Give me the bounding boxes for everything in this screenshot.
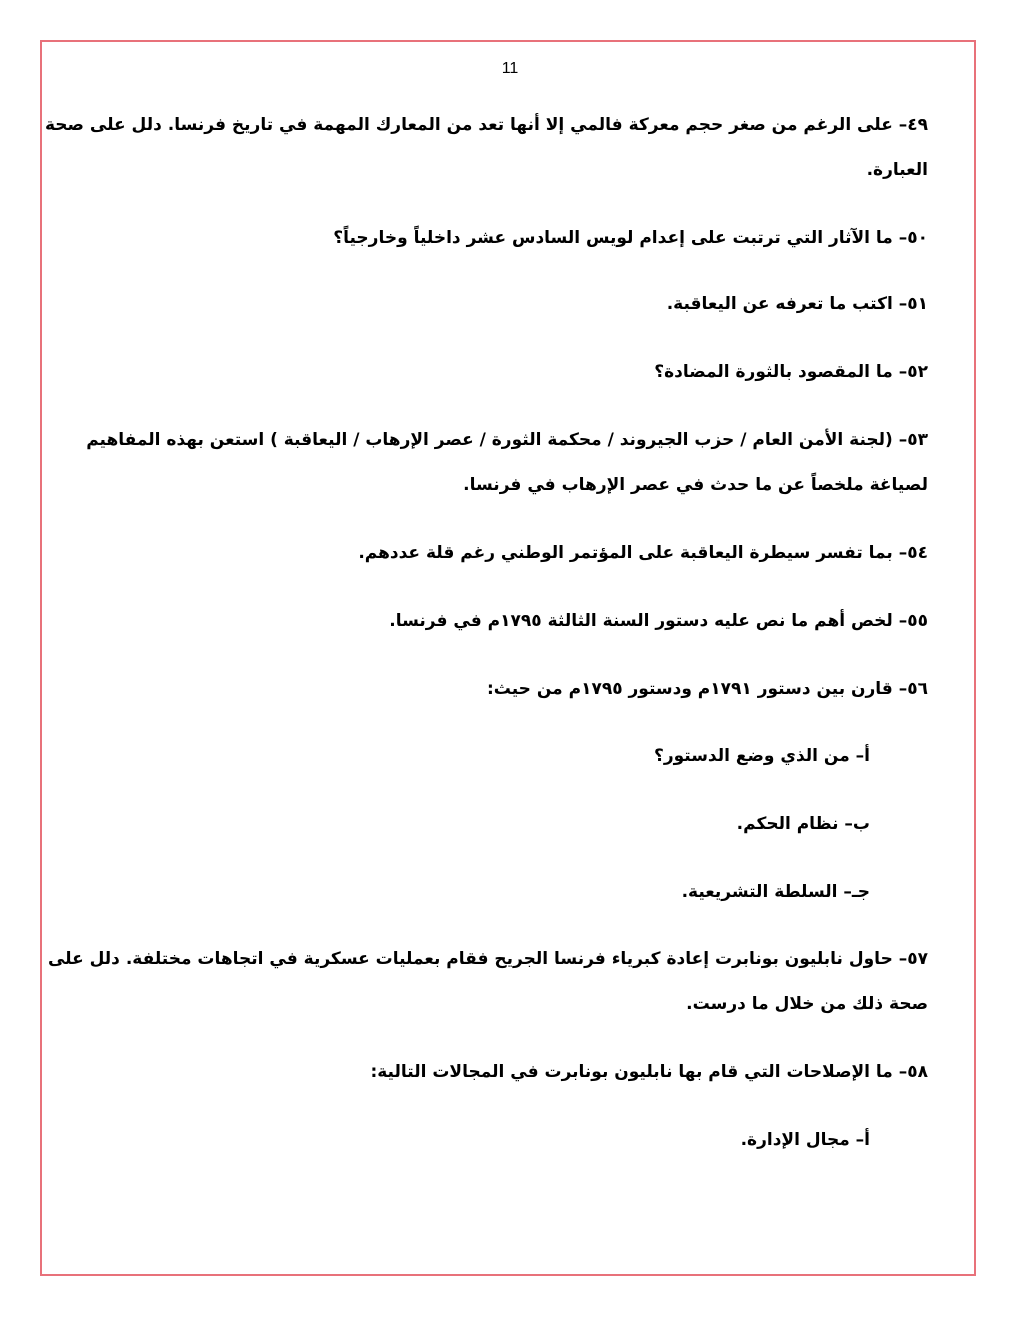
question-51-line-1: ٥١– اكتب ما تعرفه عن اليعاقبة. [666,294,928,314]
question-52-line-1: ٥٢– ما المقصود بالثورة المضادة؟ [654,362,928,382]
question-58-sub-a: أ– مجال الإدارة. [740,1130,870,1150]
question-56-sub-b: ب– نظام الحكم. [736,814,870,834]
question-57-line-1: ٥٧– حاول نابليون بونابرت إعادة كبرياء فرنسا الجريح فقام بعمليات عسكرية في اتجاهات مختلفة. دلل على [47,949,928,969]
question-49-line-1: ٤٩– على الرغم من صغر حجم معركة فالمي إلا أنها تعد من المعارك المهمة في تاريخ فرنسا. دلل على صحة [44,115,928,135]
question-53-line-1: ٥٣– (لجنة الأمن العام / حزب الجيروند / محكمة الثورة / عصر الإرهاب / اليعاقبة ) استعن بهذه المفاهيم [86,430,928,450]
question-53-line-2: لصياغة ملخصاً عن ما حدث في عصر الإرهاب في فرنسا. [463,475,928,495]
question-57-line-2: صحة ذلك من خلال ما درست. [686,994,928,1014]
question-56-line-1: ٥٦– قارن بين دستور ١٧٩١م ودستور ١٧٩٥م من حيث: [486,679,928,699]
question-56-sub-c: جـ– السلطة التشريعية. [681,882,870,902]
question-58-line-1: ٥٨– ما الإصلاحات التي قام بها نابليون بونابرت في المجالات التالية: [370,1062,928,1082]
question-50-line-1: ٥٠– ما الآثار التي ترتبت على إعدام لويس السادس عشر داخلياً وخارجياً؟ [333,228,928,248]
question-56-sub-a: أ– من الذي وضع الدستور؟ [653,746,870,766]
question-49-line-2: العبارة. [866,160,928,180]
page-number: 11 [501,60,519,77]
question-55-line-1: ٥٥– لخص أهم ما نص عليه دستور السنة الثالثة ١٧٩٥م في فرنسا. [389,611,928,631]
question-54-line-1: ٥٤– بما تفسر سيطرة اليعاقبة على المؤتمر الوطني رغم قلة عددهم. [358,543,928,563]
